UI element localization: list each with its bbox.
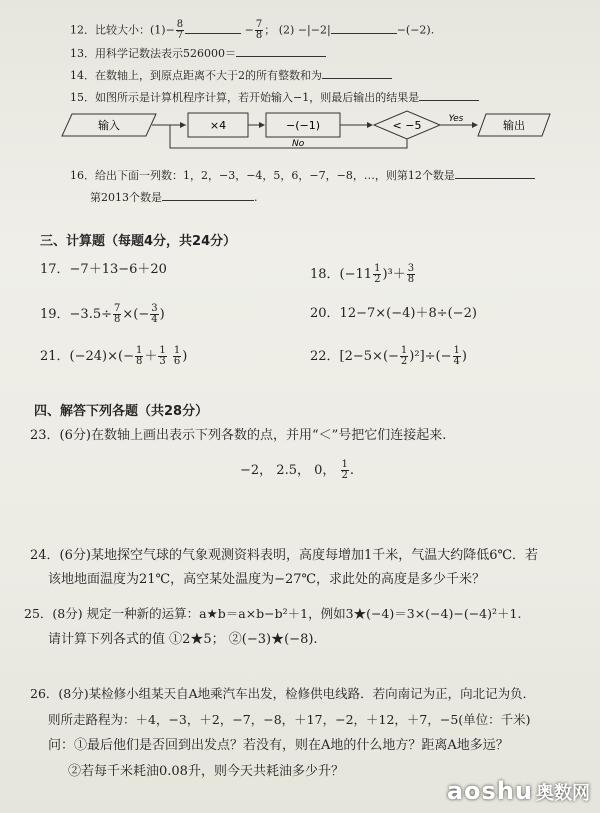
answer-blank (185, 21, 241, 34)
fraction: $\frac{7}{8}$ (114, 303, 121, 325)
arrowhead (367, 122, 373, 128)
answer-blank (322, 66, 392, 79)
answer-blank (419, 88, 479, 101)
section-3-title: 三、计算题（每题4分，共24分） (40, 234, 237, 249)
fraction: $\frac{3}{8}$ (407, 263, 415, 285)
minus-label: −(−1) (285, 119, 321, 132)
question-19: 19．−3.5÷ $\frac{7}{8}$ ×(− $\frac{3}{4}$ ) (40, 303, 165, 325)
answer-blank (455, 166, 535, 179)
fraction: $\frac{1}{2}$ (374, 263, 381, 285)
fraction: $\frac{3}{4}$ (151, 303, 158, 325)
watermark-zh: 奥数网 (536, 783, 590, 804)
question-20: 20．12−7×(−4)＋8÷(−2) (310, 306, 477, 321)
question-24: 24．(6分)某地探空气球的气象观测资料表明，高度每增加1千米，气温大约降低6℃．若 (30, 548, 539, 563)
output-label: 输出 (503, 119, 525, 132)
fraction: $\frac{7}{8}$ (255, 19, 263, 41)
watermark-en: aoshu (446, 777, 533, 805)
question-26-line4: ②若每千米耗油0.08升，则今天共耗油多少升？ (68, 764, 344, 779)
question-13: 13．用科学记数法表示526000＝ (70, 44, 326, 62)
question-25: 25．(8分) 规定一种新的运算：a★b＝a×b−b²＋1，例如3★(−4)＝3×(−4)−(−4)²＋1. (24, 606, 522, 621)
answer-blank (236, 44, 326, 57)
answer-blank (162, 188, 254, 201)
fraction: $\frac{1}{4}$ (453, 345, 460, 367)
question-16-line2: 第2013个数是 . (90, 188, 258, 206)
question-14: 14．在数轴上，到原点距离不大于2的所有整数和为 (70, 66, 392, 84)
question-15: 15．如图所示是计算机程序计算，若开始输入−1，则最后输出的结果是 (70, 88, 479, 106)
fraction: $\frac{1}{2}$ (341, 459, 348, 481)
question-26: 26．(8分)某检修小组某天自A地乘汽车出发，检修供电线路．若向南记为正，向北记为负． (30, 686, 536, 701)
question-26-line2: 则所走路程为：＋4，−3，＋2，−7，−8，＋17，−2，＋12，＋7，−5(单位：千米) (48, 712, 531, 727)
question-18: 18．(−11 $\frac{1}{2}$ )³＋ $\frac{3}{8}$ (310, 263, 415, 285)
question-22: 22．[2−5×(− $\frac{1}{2}$ )²]÷(− $\frac{1}{4}$ ) (310, 345, 467, 367)
yes-label: Yes (448, 114, 464, 124)
question-17: 17．−7＋13−6＋20 (40, 262, 167, 277)
fraction: $\frac{1}{6}$ (173, 345, 181, 367)
input-label: 输入 (98, 119, 120, 132)
fraction: $\frac{1}{8}$ (135, 345, 143, 367)
aoshu-watermark (447, 777, 590, 805)
arrowhead (259, 122, 265, 128)
compare-label: < −5 (392, 119, 422, 132)
question-16: 16．给出下面一列数：1，2，−3，−4，5，6，−7，−8，…，则第12个数是 (70, 166, 535, 184)
section-4-title: 四、解答下列各题（共28分） (34, 404, 209, 419)
question-23-numbers: −2， 2.5， 0， $\frac{1}{2}$ . (240, 459, 355, 481)
fraction: $\frac{1}{2}$ (400, 345, 408, 367)
arrowhead (472, 122, 478, 128)
question-24-line2: 该地地面温度为21℃，高空某处温度为−27℃，求此处的高度是多少千米？ (48, 572, 486, 587)
fraction: $\frac{8}{7}$ (176, 19, 184, 41)
question-12: 12．比较大小：(1)− $\frac{8}{7}$ − $\frac{7}{8}$ ； (2) −|−2| −(−2). (70, 19, 435, 41)
no-label: No (292, 139, 305, 149)
answer-blank (331, 21, 397, 34)
question-25-line2: 请计算下列各式的值 ①2★5； ②(−3)★(−8). (48, 632, 318, 647)
arrowhead (180, 122, 186, 128)
program-flowchart (60, 106, 560, 154)
question-26-line3: 问：①最后他们是否回到出发点？若没有，则在A地的什么地方？距离A地多远？ (48, 738, 509, 753)
times4-label: ×4 (209, 119, 227, 132)
question-21: 21．(−24)×(− $\frac{1}{8}$ ＋ $\frac{1}{3}$ $\frac{1}{6}$ ) (40, 345, 188, 367)
question-23: 23．(6分)在数轴上画出表示下列各数的点，并用“＜”号把它们连接起来. (30, 428, 447, 443)
fraction: $\frac{1}{3}$ (159, 345, 166, 367)
